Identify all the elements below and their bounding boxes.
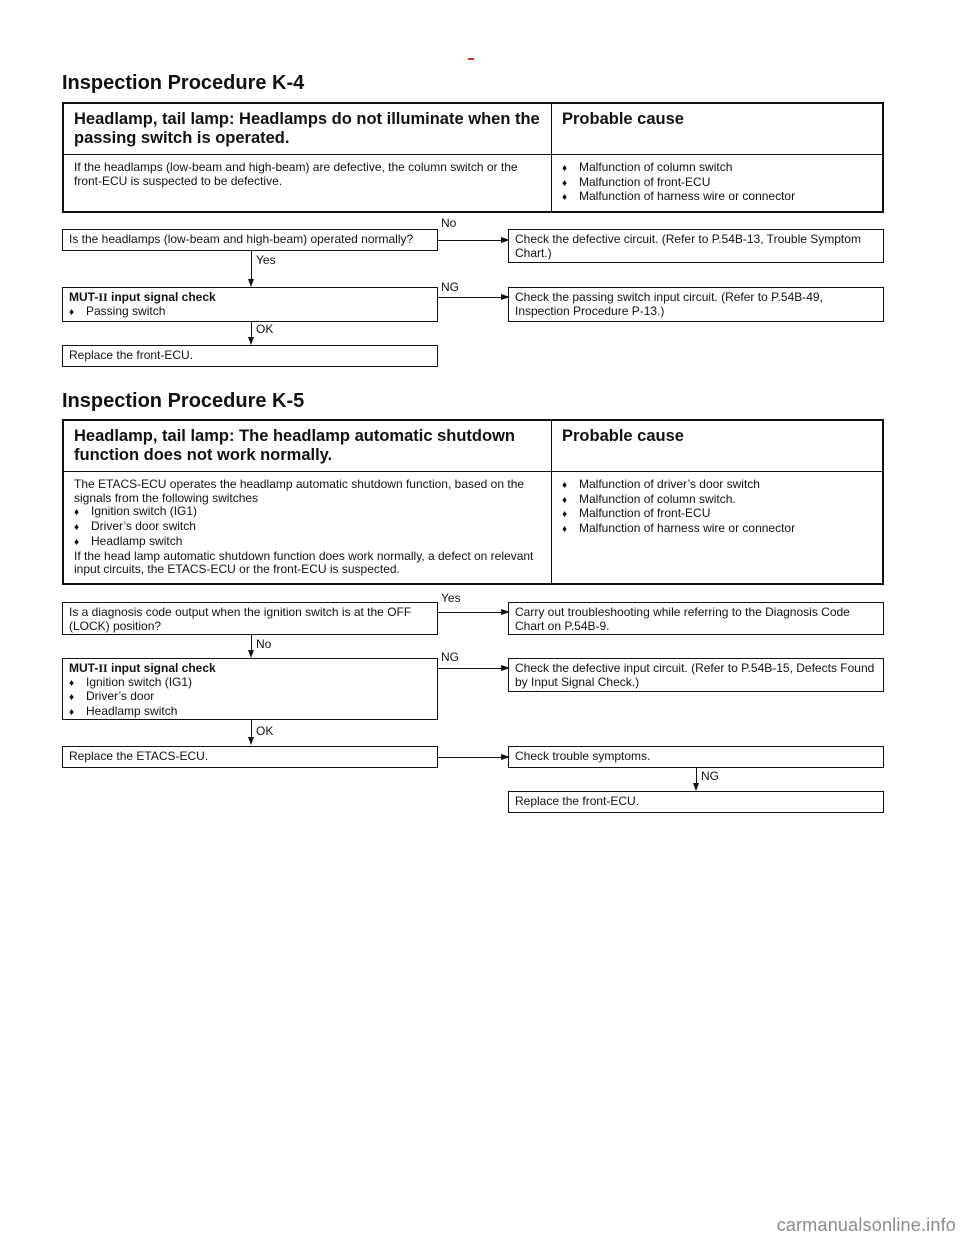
- arrow-down-icon: [248, 650, 254, 658]
- k5-ng-connector: [438, 668, 501, 669]
- k4-ok-label: OK: [256, 322, 274, 336]
- k5-cause-item: ♦ Malfunction of harness wire or connector: [562, 522, 872, 537]
- k4-yes-label: Yes: [256, 253, 276, 267]
- k5-cause-item: ♦ Malfunction of front-ECU: [562, 507, 872, 522]
- k5-step3-action-box: Check trouble symptoms.: [508, 746, 884, 768]
- arrow-down-icon: [693, 783, 699, 791]
- arrow-down-icon: [248, 737, 254, 745]
- k4-title: Inspection Procedure K-4: [62, 72, 305, 94]
- page-top-mark: [468, 58, 474, 60]
- watermark: carmanualsonline.info: [776, 1215, 956, 1235]
- k5-no-label: No: [256, 637, 272, 651]
- k5-description: [64, 472, 552, 583]
- k4-step2-roman: II: [98, 290, 108, 304]
- k5-description-item: ♦ Driver’s door switch: [74, 520, 541, 535]
- k5-description-outro: If the head lamp automatic shutdown function does work normally, a defect on relevant input circuits, the ETACS-ECU or the front-ECU is suspected.: [74, 548, 534, 577]
- k4-step3-box: Replace the front-ECU.: [62, 345, 438, 367]
- k5-step2-item: ♦ Driver’s door: [69, 690, 431, 705]
- k5-step3-connector: [438, 757, 501, 758]
- arrow-down-icon: [248, 337, 254, 345]
- k5-cause-header: Probable cause: [562, 427, 684, 445]
- k4-no-label: No: [441, 216, 457, 230]
- k5-ok-label: OK: [256, 724, 274, 738]
- k4-ng-label: NG: [441, 280, 459, 294]
- k4-yes-connector: [251, 251, 252, 280]
- k4-cause-list: [552, 155, 882, 211]
- k4-cause-table: [62, 102, 884, 213]
- k5-step2-title: input signal check: [107, 661, 216, 675]
- k4-step2-prefix: MUT-: [69, 290, 99, 304]
- k5-step3-box: Replace the ETACS-ECU.: [62, 746, 438, 768]
- k4-ng-action-box: Check the passing switch input circuit. (Refer to P.54B-49, Inspection Procedure P-13.): [508, 287, 884, 322]
- k4-step2-box: [62, 287, 438, 322]
- k4-step1-box: Is the headlamps (low-beam and high-beam) operated normally?: [62, 229, 438, 251]
- k4-no-action-box: Check the defective circuit. (Refer to P.54B-13, Trouble Symptom Chart.): [508, 229, 884, 263]
- k4-no-connector: [438, 240, 501, 241]
- k4-description: If the headlamps (low-beam and high-beam) are defective, the column switch or the front-ECU is suspected to be defective.: [64, 155, 552, 211]
- k5-cause-list: [552, 472, 882, 583]
- arrow-down-icon: [248, 279, 254, 287]
- k5-ng2-connector: [696, 768, 697, 784]
- k5-step2-prefix: MUT-: [69, 661, 99, 675]
- k5-step2-item: ♦ Ignition switch (IG1): [69, 676, 431, 691]
- k5-no-connector: [251, 635, 252, 651]
- k4-cause-item: ♦ Malfunction of front-ECU: [562, 176, 872, 191]
- k4-step2-title: input signal check: [107, 290, 216, 304]
- k5-yes-connector: [438, 612, 501, 613]
- k4-step2-item: ♦ Passing switch: [69, 305, 431, 320]
- k5-ng2-label: NG: [701, 769, 719, 783]
- k5-symptom: Headlamp, tail lamp: The headlamp automatic shutdown function does not work normally.: [64, 421, 552, 471]
- k5-step4-box: Replace the front-ECU.: [508, 791, 884, 813]
- k4-symptom: Headlamp, tail lamp: Headlamps do not illuminate when the passing switch is operated.: [64, 104, 552, 154]
- k5-step1-box: Is a diagnosis code output when the ignition switch is at the OFF (LOCK) position?: [62, 602, 438, 635]
- k5-ng-label: NG: [441, 650, 459, 664]
- k4-cause-item: ♦ Malfunction of column switch: [562, 161, 872, 176]
- k5-cause-table: [62, 419, 884, 585]
- k5-step2-roman: II: [98, 661, 108, 675]
- k5-description-item: ♦ Ignition switch (IG1): [74, 505, 541, 520]
- k4-cause-header: Probable cause: [562, 110, 684, 128]
- k4-ng-connector: [438, 297, 501, 298]
- k5-ok-connector: [251, 720, 252, 738]
- k5-cause-item: ♦ Malfunction of driver’s door switch: [562, 478, 872, 493]
- k5-description-item: ♦ Headlamp switch: [74, 535, 541, 550]
- k5-yes-label: Yes: [441, 591, 461, 605]
- k5-ng-action-box: Check the defective input circuit. (Refer to P.54B-15, Defects Found by Input Signal Check.): [508, 658, 884, 692]
- k5-description-intro: The ETACS-ECU operates the headlamp automatic shutdown function, based on the signals from the following switches: [74, 477, 525, 505]
- k5-title: Inspection Procedure K-5: [62, 390, 305, 412]
- k5-yes-action-box: Carry out troubleshooting while referring to the Diagnosis Code Chart on P.54B-9.: [508, 602, 884, 635]
- k5-step2-box: [62, 658, 438, 720]
- k5-cause-item: ♦ Malfunction of column switch.: [562, 493, 872, 508]
- k5-step2-item: ♦ Headlamp switch: [69, 705, 431, 720]
- k4-cause-item: ♦ Malfunction of harness wire or connector: [562, 190, 872, 205]
- k4-ok-connector: [251, 322, 252, 338]
